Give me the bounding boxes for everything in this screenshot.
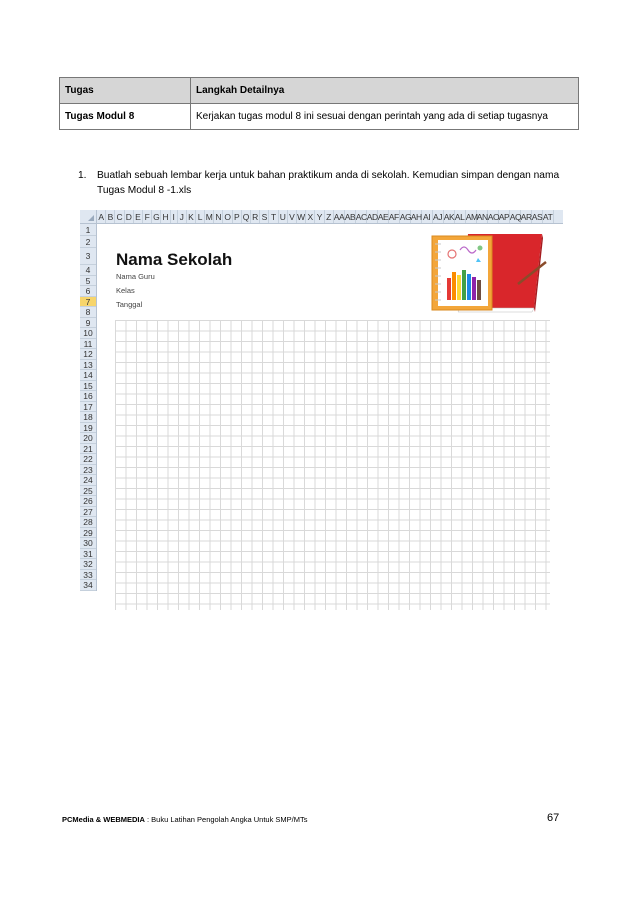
column-header-r: R [251, 210, 260, 223]
column-header-a: A [97, 210, 106, 223]
instruction-text: Buatlah sebuah lembar kerja untuk bahan praktikum anda di sekolah. Kemudian simpan dengan nama Tugas Modul 8 -1.xls [97, 170, 560, 196]
column-header-z: Z [325, 210, 334, 223]
row-header-13: 13 [80, 360, 96, 371]
column-header-t: T [269, 210, 278, 223]
row-header-21: 21 [80, 444, 96, 455]
column-header-al: AL [454, 212, 465, 222]
cell-task-detail: Kerjakan tugas modul 8 ini sesuai dengan perintah yang ada di setiap tugasnya [191, 104, 579, 130]
field-nama-guru: Nama Guru [116, 272, 155, 281]
column-header-at: AT [542, 212, 553, 222]
row-header-22: 22 [80, 454, 96, 465]
column-header-x: X [306, 210, 315, 223]
column-header-ab: AB [344, 212, 356, 222]
row-header-10: 10 [80, 328, 96, 339]
instruction-item [78, 168, 578, 198]
column-header-ak: AK [443, 212, 455, 222]
column-header-am: AM [465, 212, 478, 222]
header-tugas: Tugas [60, 78, 191, 104]
column-header-ae: AE [377, 212, 389, 222]
column-header-ac: AC [355, 212, 367, 222]
page-footer [62, 815, 308, 824]
row-header-11: 11 [80, 339, 96, 350]
column-header-p: P [233, 210, 242, 223]
row-header-3: 3 [80, 248, 96, 265]
row-header-31: 31 [80, 549, 96, 560]
column-header-ad: AD [366, 212, 378, 222]
column-header-k: K [187, 210, 196, 223]
row-header-25: 25 [80, 486, 96, 497]
column-header-j: J [178, 210, 187, 223]
row-header-30: 30 [80, 538, 96, 549]
footer-brand: PCMedia & WEBMEDIA [62, 815, 145, 824]
row-header-1: 1 [80, 224, 96, 236]
column-header-o: O [224, 212, 231, 222]
task-table-header [60, 78, 579, 104]
column-header-n: N [214, 210, 223, 223]
row-header-7: 7 [80, 297, 96, 308]
cell-grid [115, 320, 550, 610]
column-header-s: S [260, 210, 269, 223]
field-tanggal: Tanggal [116, 300, 143, 309]
column-header-y: Y [315, 210, 324, 223]
row-header-6: 6 [80, 286, 96, 297]
column-header-e: E [134, 210, 143, 223]
column-header-c: C [115, 210, 124, 223]
row-header-2: 2 [80, 236, 96, 248]
row-header-32: 32 [80, 559, 96, 570]
task-table [59, 77, 579, 130]
instruction-number: 1. [78, 170, 87, 181]
column-header-ag: AG [399, 212, 412, 222]
footer-subtitle: : Buku Latihan Pengolah Angka Untuk SMP/MTs [144, 815, 308, 824]
column-header-aj: AJ [433, 212, 443, 222]
row-header-20: 20 [80, 433, 96, 444]
row-header-23: 23 [80, 465, 96, 476]
row-header-16: 16 [80, 391, 96, 402]
column-header-an: AN [476, 212, 488, 222]
column-header-ah: AH [410, 212, 422, 222]
column-header-ao: AO [487, 212, 500, 222]
column-header-b: B [106, 210, 115, 223]
spreadsheet-screenshot [80, 210, 563, 610]
column-header-v: V [288, 210, 297, 223]
row-header-bar [80, 224, 97, 591]
row-header-5: 5 [80, 276, 96, 287]
row-header-4: 4 [80, 265, 96, 276]
row-header-28: 28 [80, 517, 96, 528]
cell-task-name: Tugas Modul 8 [60, 104, 191, 130]
select-all-corner [80, 210, 97, 224]
column-header-i: I [171, 210, 178, 223]
column-header-g: G [153, 212, 160, 222]
row-header-24: 24 [80, 475, 96, 486]
column-header-ai: AI [422, 210, 433, 223]
column-header-f: F [143, 210, 152, 223]
row-header-8: 8 [80, 307, 96, 318]
column-header-as: AS [531, 212, 543, 222]
task-table-row [60, 104, 579, 130]
school-title: Nama Sekolah [116, 250, 233, 269]
book-pencils-illustration [430, 232, 550, 314]
row-header-34: 34 [80, 580, 96, 591]
column-header-h: H [161, 210, 170, 223]
row-header-29: 29 [80, 528, 96, 539]
column-header-u: U [279, 210, 288, 223]
column-header-bar [97, 210, 563, 224]
column-header-af: AF [388, 212, 399, 222]
row-header-17: 17 [80, 402, 96, 413]
row-header-18: 18 [80, 412, 96, 423]
row-header-15: 15 [80, 381, 96, 392]
row-header-9: 9 [80, 318, 96, 329]
column-header-m: M [205, 212, 213, 222]
corner-triangle-icon [88, 215, 94, 221]
column-header-d: D [125, 210, 134, 223]
row-header-26: 26 [80, 496, 96, 507]
column-header-ap: AP [498, 212, 510, 222]
row-header-33: 33 [80, 570, 96, 581]
column-header-w: W [297, 212, 305, 222]
header-langkah: Langkah Detailnya [191, 78, 579, 104]
row-header-19: 19 [80, 423, 96, 434]
row-header-12: 12 [80, 349, 96, 360]
column-header-l: L [196, 210, 205, 223]
column-header-aq: AQ [509, 212, 522, 222]
row-header-27: 27 [80, 507, 96, 518]
row-header-14: 14 [80, 370, 96, 381]
column-header-q: Q [242, 212, 250, 222]
field-kelas: Kelas [116, 286, 135, 295]
column-header-ar: AR [520, 212, 532, 222]
column-header-aa: AA [333, 212, 345, 222]
page-number: 67 [547, 812, 560, 824]
